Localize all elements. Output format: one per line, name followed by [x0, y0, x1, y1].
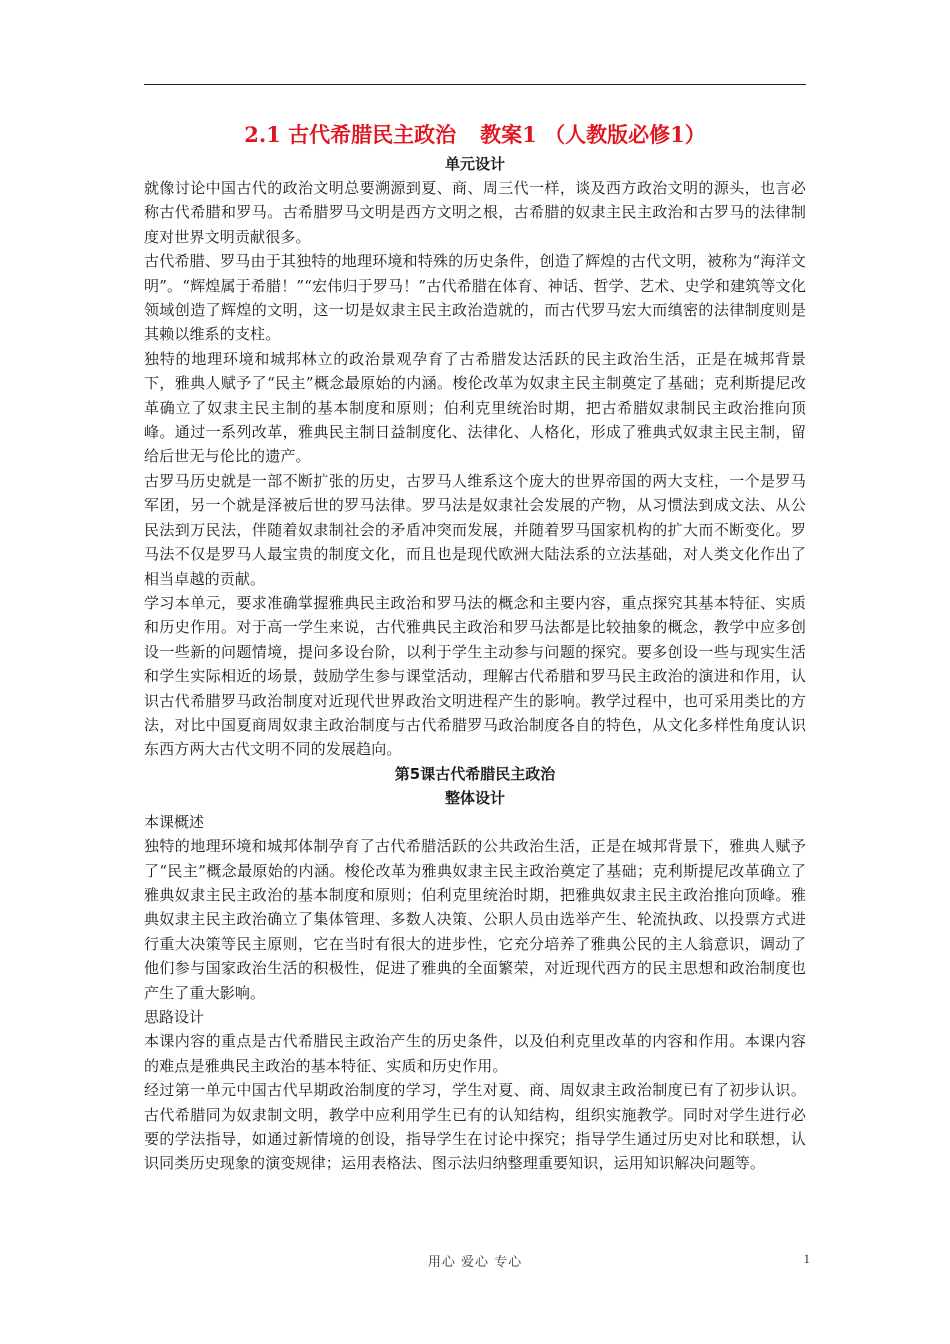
- unit-paragraph-4: 古罗马历史就是一部不断扩张的历史，古罗马人维系这个庞大的世界帝国的两大支柱，一个是罗马军团，另一个就是泽被后世的罗马法律。罗马法是奴隶社会发展的产物，从习惯法到成文法、从公民法到万民法，伴随着奴隶制社会的矛盾冲突而发展，并随着罗马国家机构的扩大而不断变化。罗马法不仅是罗马人最宝贵的制度文化，而且也是现代欧洲大陆法系的立法基础，对人类文化作出了相当卓越的贡献。: [144, 471, 806, 588]
- page-number: 1: [803, 1251, 810, 1266]
- document-body: [144, 118, 806, 1176]
- document-title-main: 2.1 古代希腊民主政治: [244, 122, 457, 147]
- header-rule: [144, 84, 806, 85]
- document-title-sub: 教案1 （人教版必修1）: [480, 122, 706, 147]
- unit-design-heading: 单元设计: [444, 155, 505, 173]
- unit-paragraph-5: 学习本单元，要求准确掌握雅典民主政治和罗马法的概念和主要内容，重点探究其基本特征、实质和历史作用。对于高一学生来说，古代雅典民主政治和罗马法都是比较抽象的概念，教学中应多创设一些新的问题情境，提问多设台阶，以利于学生主动参与问题的探究。要多创设一些与现实生活和学生实际相近的场景，鼓励学生参与课堂活动，理解古代希腊和罗马民主政治的演进和作用，认识古代希腊罗马政治制度对近现代世界政治文明进程产生的影响。教学过程中，也可采用类比的方法，对比中国夏商周奴隶主政治制度与古代希腊罗马政治制度各自的特色，从文化多样性角度认识东西方两大古代文明不同的发展趋向。: [144, 593, 806, 759]
- overview-label: 本课概述: [144, 812, 205, 831]
- unit-paragraph-1: 就像讨论中国古代的政治文明总要溯源到夏、商、周三代一样，谈及西方政治文明的源头，也言必称古代希腊和罗马。古希腊罗马文明是西方文明之根，古希腊的奴隶主民主政治和古罗马的法律制度对世界文明贡献很多。: [144, 179, 806, 246]
- unit-paragraph-2: 古代希腊、罗马由于其独特的地理环境和特殊的历史条件，创造了辉煌的古代文明，被称为“海洋文明”。“辉煌属于希腊！”“宏伟归于罗马！”古代希腊在体育、神话、哲学、艺术、史学和建筑等文化领域创造了辉煌的文明，这一切是奴隶主民主政治造就的，而古代罗马宏大而缜密的法律制度则是其赖以维系的支柱。: [144, 252, 806, 344]
- document-title: [144, 118, 806, 152]
- overview-paragraph: 独特的地理环境和城邦体制孕育了古代希腊活跃的公共政治生活，正是在城邦背景下，雅典人赋予了“民主”概念最原始的内涵。梭伦改革为雅典奴隶主民主政治奠定了基础；克利斯提尼改革确立了雅典奴隶主民主政治的基本制度和原则；伯利克里统治时期，把雅典奴隶主民主政治推向顶峰。雅典奴隶主民主政治确立了集体管理、多数人决策、公职人员由选举产生、轮流执政、以投票方式进行重大决策等民主原则，它在当时有很大的进步性，它充分培养了雅典公民的主人翁意识，调动了他们参与国家政治生活的积极性，促进了雅典的全面繁荣，对近现代西方的民主思想和政治制度也产生了重大影响。: [144, 837, 806, 1002]
- footer-motto: 用心 爱心 专心: [427, 1255, 523, 1270]
- approach-paragraph-2: 经过第一单元中国古代早期政治制度的学习，学生对夏、商、周奴隶主政治制度已有了初步认识。古代希腊同为奴隶制文明，教学中应利用学生已有的认知结构，组织实施教学。同时对学生进行必要的学法指导，如通过新情境的创设，指导学生在讨论中探究；指导学生通过历史对比和联想，认识同类历史现象的演变规律；运用表格法、图示法归纳整理重要知识，运用知识解决问题等。: [144, 1081, 806, 1173]
- overall-design-heading: 整体设计: [444, 788, 505, 807]
- unit-paragraph-3: 独特的地理环境和城邦林立的政治景观孕育了古希腊发达活跃的民主政治生活，正是在城邦背景下，雅典人赋予了“民主”概念最原始的内涵。梭伦改革为奴隶主民主制奠定了基础；克利斯提尼改革确立了奴隶主民主制的基本制度和原则；伯利克里统治时期，把古希腊奴隶制民主政治推向顶峰。通过一系列改革，雅典民主制日益制度化、法律化、人格化，形成了雅典式奴隶主民主制，留给后世无与伦比的遗产。: [144, 349, 806, 466]
- approach-label: 思路设计: [144, 1008, 205, 1026]
- approach-paragraph-1: 本课内容的重点是古代希腊民主政治产生的历史条件，以及伯利克里改革的内容和作用。本课内容的难点是雅典民主政治的基本特征、实质和历史作用。: [144, 1032, 806, 1075]
- lesson-heading: 第5课古代希腊民主政治: [394, 764, 556, 783]
